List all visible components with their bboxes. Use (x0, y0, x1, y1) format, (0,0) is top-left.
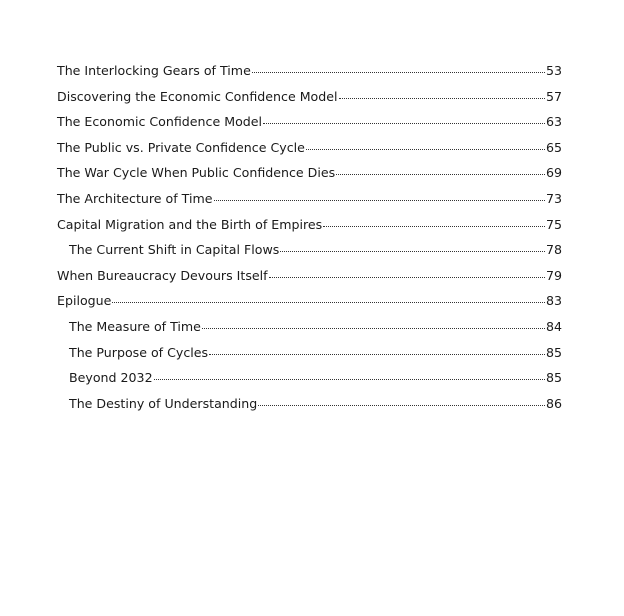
toc-page-number: 84 (545, 318, 562, 334)
toc-entry-title: The Destiny of Understanding (69, 395, 258, 411)
toc-dot-leader (269, 277, 545, 278)
toc-page-number: 53 (545, 63, 562, 78)
toc-entry[interactable] (57, 113, 562, 139)
toc-entry-title: The Architecture of Time (57, 190, 213, 206)
toc-dot-leader (209, 354, 545, 355)
toc-dot-leader (323, 226, 545, 227)
toc-entry-title: The Current Shift in Capital Flows (69, 242, 280, 258)
toc-subentry[interactable] (57, 318, 562, 344)
toc-entry[interactable] (57, 267, 562, 293)
toc-entry[interactable] (57, 164, 562, 190)
toc-dot-leader (336, 174, 545, 175)
toc-entry-title: Beyond 2032 (69, 370, 153, 386)
toc-entry[interactable] (57, 88, 562, 114)
toc-dot-leader (112, 302, 545, 303)
toc-entry-title: The Interlocking Gears of Time (57, 63, 251, 78)
toc-page-number: 83 (545, 293, 562, 309)
toc-page-number: 86 (545, 395, 562, 411)
toc-dot-leader (306, 149, 545, 150)
toc-page-number: 57 (545, 88, 562, 104)
toc-page-number: 73 (545, 190, 562, 206)
toc-page-number: 85 (545, 370, 562, 386)
toc-entry-title: The War Cycle When Public Confidence Dies (57, 165, 336, 181)
table-of-contents (57, 62, 562, 420)
toc-entry-title: Epilogue (57, 293, 112, 309)
toc-page-number: 65 (545, 139, 562, 155)
toc-subentry[interactable] (57, 344, 562, 370)
toc-dot-leader (339, 98, 545, 99)
toc-dot-leader (280, 251, 545, 252)
toc-dot-leader (258, 405, 545, 406)
toc-subentry[interactable] (57, 395, 562, 421)
toc-dot-leader (252, 72, 545, 73)
toc-dot-leader (202, 328, 545, 329)
toc-entry[interactable] (57, 139, 562, 165)
toc-entry[interactable] (57, 216, 562, 242)
toc-page-number: 79 (545, 267, 562, 283)
toc-page-number: 78 (545, 242, 562, 258)
toc-entry-title: The Measure of Time (69, 318, 201, 334)
toc-entry-title: The Economic Confidence Model (57, 114, 263, 130)
toc-entry-title: Discovering the Economic Confidence Model (57, 88, 338, 104)
toc-entry-title: The Public vs. Private Confidence Cycle (57, 139, 305, 155)
toc-dot-leader (154, 379, 545, 380)
toc-entry-title: When Bureaucracy Devours Itself (57, 267, 268, 283)
toc-dot-leader (214, 200, 545, 201)
toc-page-number: 75 (545, 216, 562, 232)
toc-entry-title: Capital Migration and the Birth of Empires (57, 216, 323, 232)
toc-page-number: 69 (545, 165, 562, 181)
toc-entry-title: The Purpose of Cycles (69, 344, 209, 360)
toc-entry[interactable] (57, 292, 562, 318)
toc-entry[interactable] (57, 62, 562, 88)
toc-subentry[interactable] (57, 241, 562, 267)
toc-subentry[interactable] (57, 369, 562, 395)
toc-dot-leader (263, 123, 545, 124)
toc-page-number: 63 (545, 114, 562, 130)
toc-page-number: 85 (545, 344, 562, 360)
toc-entry[interactable] (57, 190, 562, 216)
